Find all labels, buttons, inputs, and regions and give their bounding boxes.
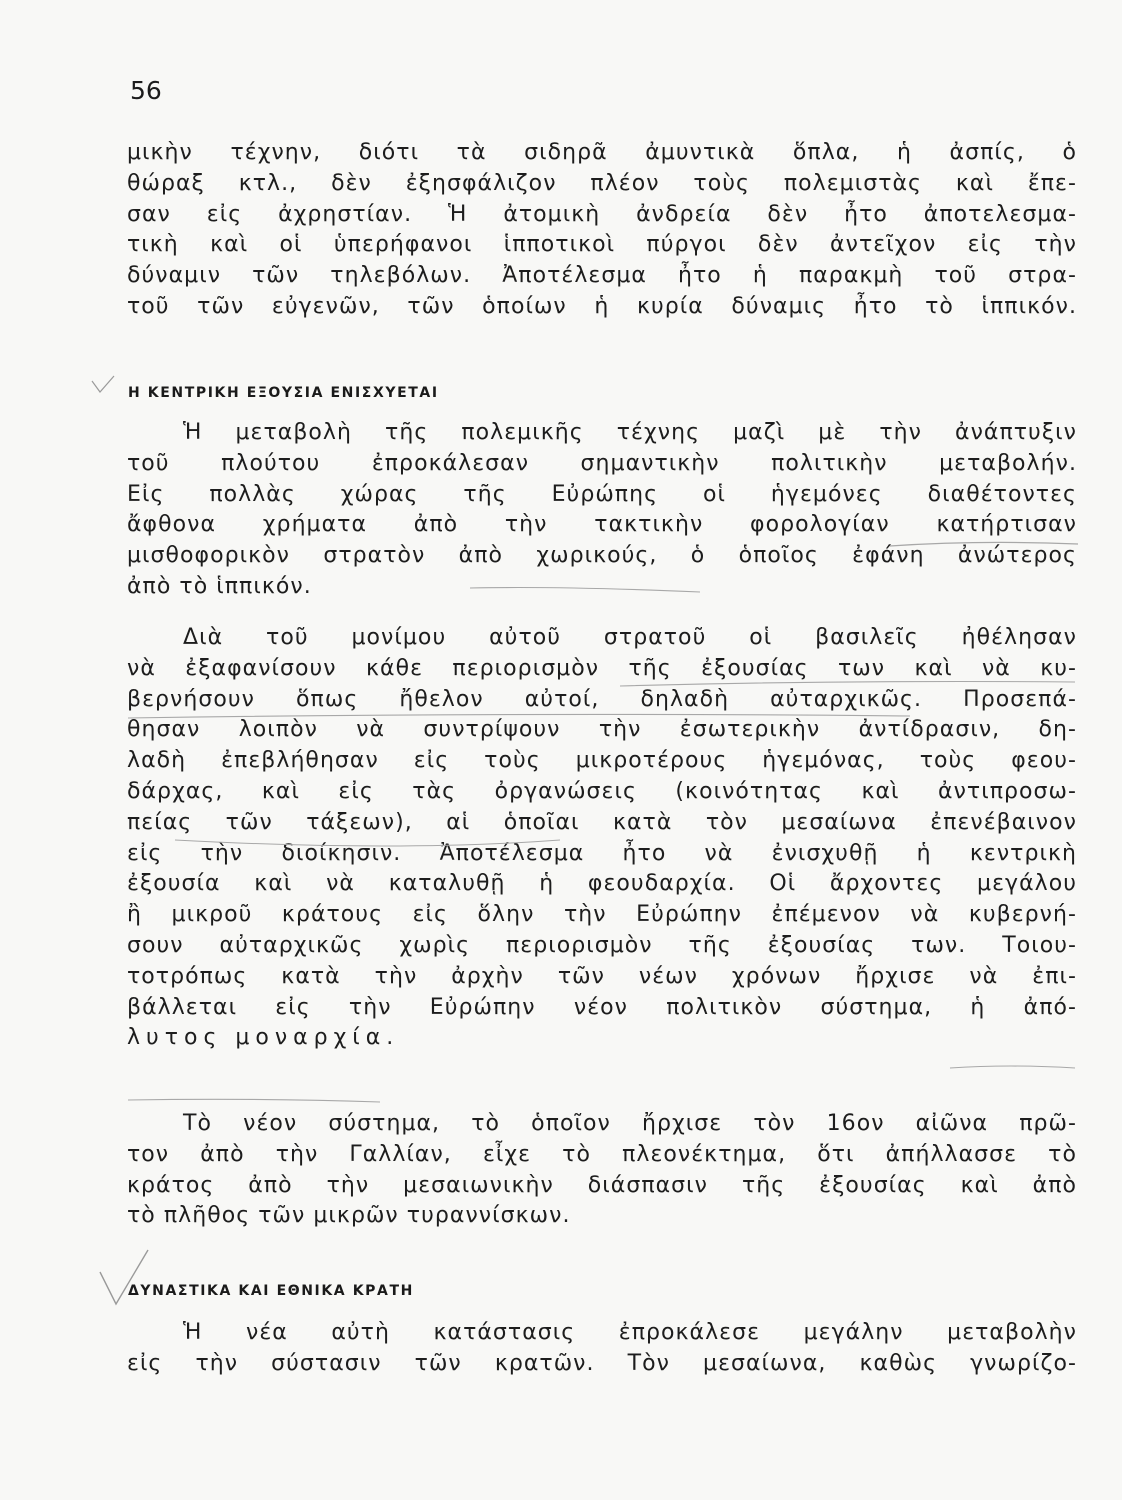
section1-paragraph-3	[127, 1109, 1077, 1232]
text-line: Ἡ μεταβολὴ τῆς πολεμικῆς τέχνης μαζὶ μὲ τὴν ἀνάπτυξιν	[183, 420, 1077, 445]
text-line: ἢ μικροῦ κράτους εἰς ὅλην τὴν Εὐρώπην ἐπέμενον νὰ κυβερνή-	[127, 902, 1077, 928]
text-line: σουν αὐταρχικῶς χωρὶς περιορισμὸν τῆς ἐξουσίας των. Τοιου-	[127, 932, 1077, 958]
text-line: εἰς τὴν σύστασιν τῶν κρατῶν. Τὸν μεσαίωνα, καθὼς γνωρίζο-	[127, 1350, 1077, 1376]
pencil-underline	[950, 1066, 1075, 1068]
text-line: ἄφθονα χρήματα ἀπὸ τὴν τακτικὴν φορολογίαν κατήρτισαν	[127, 512, 1077, 538]
text-line: βάλλεται εἰς τὴν Εὐρώπην νέον πολιτικὸν σύστημα, ἡ ἀπό-	[127, 994, 1077, 1020]
text-line: θησαν λοιπὸν νὰ συντρίψουν τὴν ἐσωτερικὴν ἀντίδρασιν, δη-	[127, 717, 1077, 743]
pencil-underline	[128, 1099, 380, 1102]
text-line: μικὴν τέχνην, διότι τὰ σιδηρᾶ ἀμυντικὰ ὅπλα, ἡ ἀσπίς, ὁ	[127, 140, 1077, 165]
text-line: δύναμιν τῶν τηλεβόλων. Ἀποτέλεσμα ἦτο ἡ παρακμὴ τοῦ στρα-	[127, 263, 1077, 289]
text-line: τον ἀπὸ τὴν Γαλλίαν, εἶχε τὸ πλεονέκτημα, ὅτι ἀπήλλασσε τὸ	[127, 1141, 1077, 1167]
text-line: τοτρόπως κατὰ τὴν ἀρχὴν τῶν νέων χρόνων ἤρχισε νὰ ἐπι-	[127, 963, 1077, 989]
text-line: ἐξουσία καὶ νὰ καταλυθῇ ἡ φεουδαρχία. Οἱ ἄρχοντες μεγάλου	[127, 871, 1077, 897]
section1-paragraph-1	[127, 418, 1077, 603]
page-number: 56	[130, 76, 162, 105]
text-line: Ἡ νέα αὐτὴ κατάστασις ἐπροκάλεσε μεγάλην μεταβολὴν	[183, 1320, 1077, 1345]
text-line: τὸ πλῆθος τῶν μικρῶν τυραννίσκων.	[127, 1203, 571, 1229]
text-line: λαδὴ ἐπεβλήθησαν εἰς τοὺς μικροτέρους ἡγεμόνας, τοὺς φεου-	[127, 748, 1077, 774]
text-line: θώραξ κτλ., δὲν ἐξησφάλιζον πλέον τοὺς πολεμιστὰς καὶ ἔπε-	[127, 170, 1077, 196]
text-line: δάρχας, καὶ εἰς τὰς ὀργανώσεις (κοινότητας καὶ ἀντιπροσω-	[127, 778, 1077, 804]
text-line: κράτος ἀπὸ τὴν μεσαιωνικὴν διάσπασιν τῆς ἐξουσίας καὶ ἀπὸ	[127, 1172, 1077, 1198]
text-line: πείας τῶν τάξεων), αἱ ὁποῖαι κατὰ τὸν μεσαίωνα ἐπενέβαινον	[127, 809, 1077, 835]
intro-paragraph	[127, 138, 1077, 323]
text-line: βερνήσουν ὅπως ἤθελον αὐτοί, δηλαδὴ αὐταρχικῶς. Προσεπά-	[127, 686, 1077, 712]
section-heading-dynastic-states: ΔΥΝΑΣΤΙΚΑ ΚΑΙ ΕΘΝΙΚΑ ΚΡΑΤΗ	[128, 1283, 414, 1299]
text-line: τικὴ καὶ οἱ ὑπερήφανοι ἱπποτικοὶ πύργοι δὲν ἀντεῖχον εἰς τὴν	[127, 232, 1077, 258]
text-line: Τὸ νέον σύστημα, τὸ ὁποῖον ἤρχισε τὸν 16ον αἰῶνα πρῶ-	[183, 1111, 1077, 1136]
section-heading-central-power: Η ΚΕΝΤΡΙΚΗ ΕΞΟΥΣΙΑ ΕΝΙΣΧΥΕΤΑΙ	[128, 385, 439, 401]
text-line: ἀπὸ τὸ ἱππικόν.	[127, 573, 312, 599]
text-line-emphasis: λυτος μοναρχία.	[127, 1025, 400, 1051]
text-line: τοῦ τῶν εὐγενῶν, τῶν ὁποίων ἡ κυρία δύναμις ἦτο τὸ ἱππικόν.	[127, 293, 1077, 319]
text-line: τοῦ πλούτου ἐπροκάλεσαν σημαντικὴν πολιτικὴν μεταβολήν.	[127, 450, 1077, 476]
text-line: εἰς τὴν διοίκησιν. Ἀποτέλεσμα ἦτο νὰ ἐνισχυθῇ ἡ κεντρικὴ	[127, 840, 1077, 866]
section2-paragraph-1	[127, 1318, 1077, 1380]
text-line: Διὰ τοῦ μονίμου αὐτοῦ στρατοῦ οἱ βασιλεῖς ἠθέλησαν	[183, 625, 1077, 650]
section1-paragraph-2	[127, 623, 1077, 1054]
text-line: μισθοφορικὸν στρατὸν ἀπὸ χωρικούς, ὁ ὁποῖος ἐφάνη ἀνώτερος	[127, 543, 1077, 569]
text-line: νὰ ἐξαφανίσουν κάθε περιορισμὸν τῆς ἐξουσίας των καὶ νὰ κυ-	[127, 655, 1077, 681]
pencil-check-mark-icon	[92, 376, 114, 392]
text-line: σαν εἰς ἀχρηστίαν. Ἡ ἀτομικὴ ἀνδρεία δὲν ἦτο ἀποτελεσμα-	[127, 201, 1077, 227]
text-line: Εἰς πολλὰς χώρας τῆς Εὐρώπης οἱ ἡγεμόνες διαθέτοντες	[127, 481, 1077, 507]
